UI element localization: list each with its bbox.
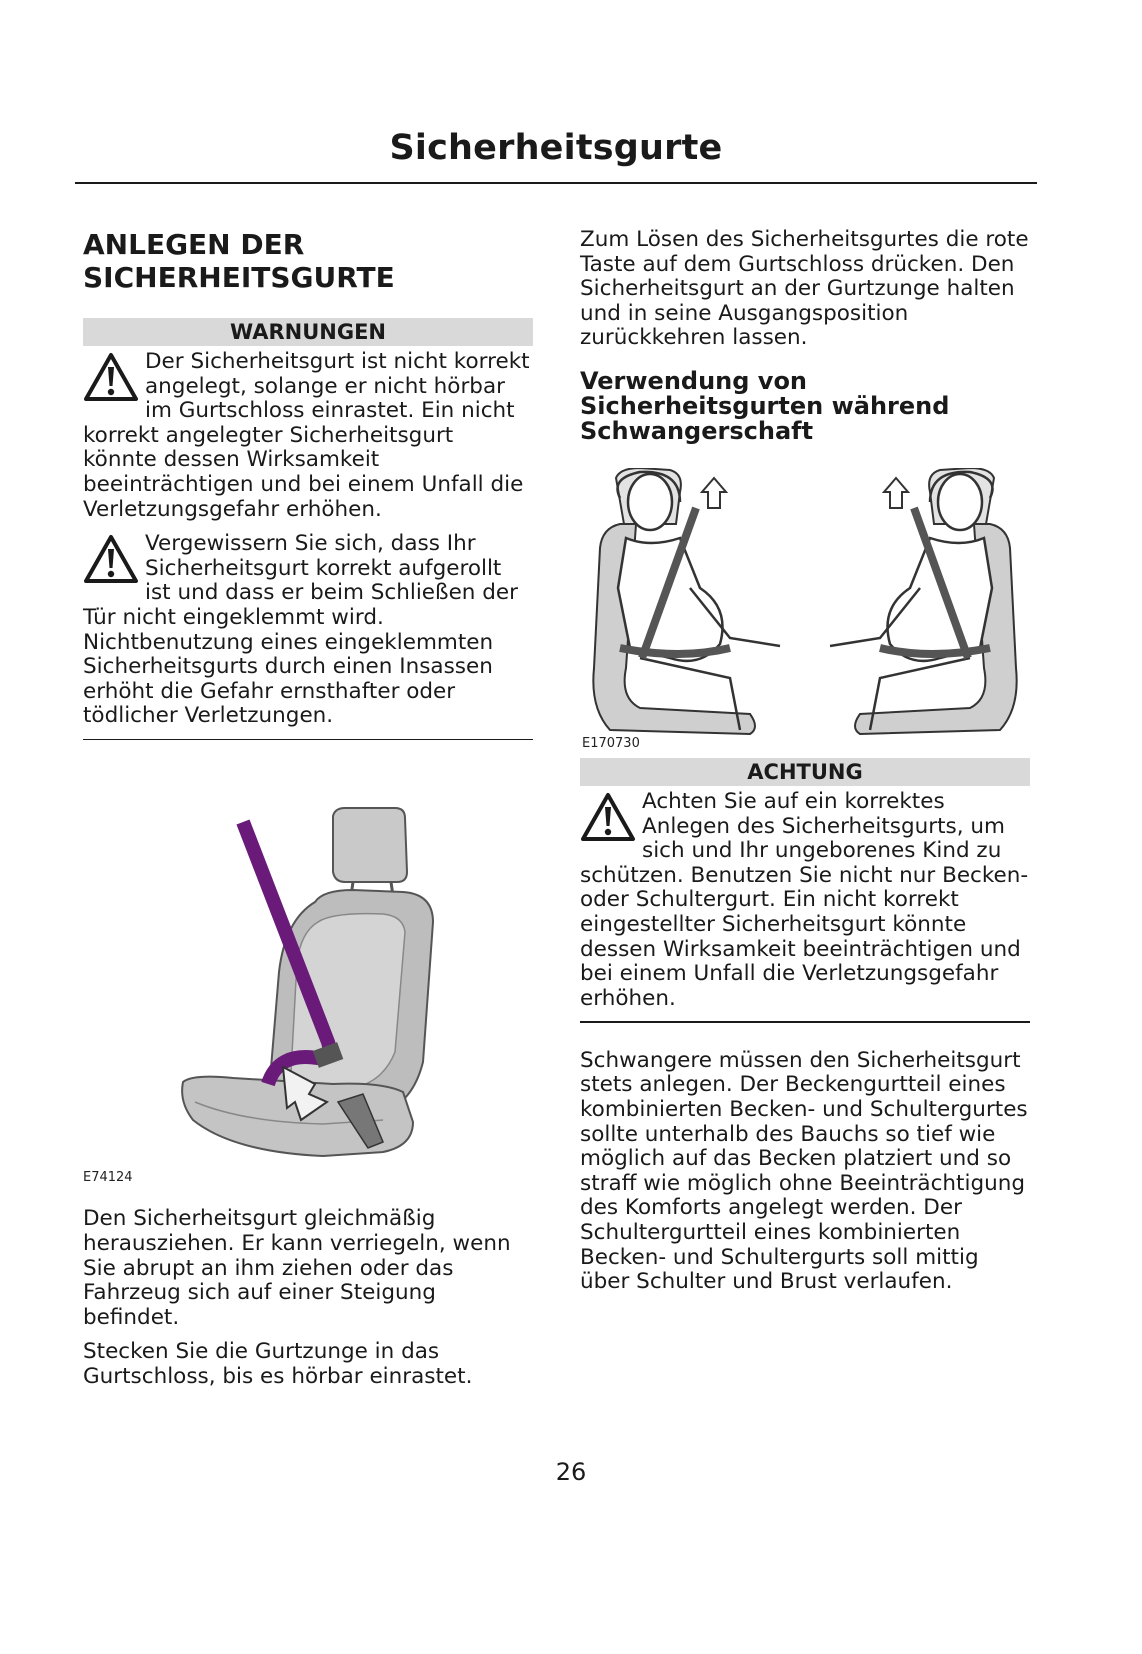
title-divider (75, 182, 1037, 184)
right-column (580, 228, 1030, 1305)
pregnancy-figure (580, 468, 1030, 758)
warnings-title: WARNUNGEN (83, 318, 533, 346)
box-divider (580, 1021, 1030, 1023)
body-paragraph: Schwangere müssen den Sicherheitsgurt stets anlegen. Der Beckengurtteil eines kombinierten Becken- und Schultergurtes sollte unterhalb des Bauchs so tief wie möglich auf das Becken platziert und so straff wie möglich ohne Beeinträchtigung des Komforts angelegt werden. Der Schultergurtteil eines kombinierten Becken- und Schultergurts soll mittig über Schulter und Brust verlaufen. (580, 1047, 1028, 1295)
warning-triangle-icon (580, 792, 636, 844)
subsection-heading: Verwendung von Sicherheitsgurten während Schwangerschaft (580, 366, 950, 445)
left-column (83, 228, 533, 1400)
warning-text: Vergewissern Sie sich, dass Ihr Sicherheitsgurt korrekt aufgerollt ist und dass er beim Schließen der Tür nicht eingeklemmt wird. Nichtbenutzung eines eingeklemmten Sicherheitsgurts durch einen Insassen erhöht die Gefahr ernsthafter oder tödlicher Verletzungen. (83, 531, 518, 729)
caution-box (580, 758, 1030, 1023)
pregnant-passenger-illustration (580, 468, 1030, 738)
caution-title: ACHTUNG (580, 758, 1030, 786)
page-number: 26 (555, 1458, 587, 1486)
section-heading: ANLEGEN DER SICHERHEITSGURTE (83, 228, 395, 294)
warnings-box (83, 318, 533, 740)
intro-paragraph: Zum Lösen des Sicherheitsgurtes die rote Taste auf dem Gurtschloss drücken. Den Sicherheitsgurt an der Gurtzunge halten und in seine Ausgangsposition zurückkehren lassen. (580, 227, 1029, 351)
body-paragraph: Den Sicherheitsgurt gleichmäßig herausziehen. Er kann verriegeln, wenn Sie abrupt an ihm ziehen oder das Fahrzeug sich auf einer Steigung befindet. (83, 1206, 511, 1330)
figure-code: E170730 (582, 735, 640, 751)
seat-illustration (83, 802, 533, 1202)
body-paragraph: Stecken Sie die Gurtzunge in das Gurtschloss, bis es hörbar einrastet. (83, 1339, 473, 1389)
caution-item (580, 790, 1030, 1011)
warning-text: Der Sicherheitsgurt ist nicht korrekt angelegt, solange er nicht hörbar im Gurtschloss einrastet. Ein nicht korrekt angelegter Sicherheitsgurt könnte dessen Wirksamkeit beeinträchtigen und bei einem Unfall die Verletzungsgefahr erhöhen. (83, 349, 530, 522)
warning-triangle-icon (83, 352, 139, 404)
figure-code: E74124 (83, 1170, 133, 1186)
page-title: Sicherheitsgurte (389, 128, 723, 168)
caution-text: Achten Sie auf ein korrektes Anlegen des Sicherheitsgurts, um sich und Ihr ungeborenes Kind zu schützen. Benutzen Sie nicht nur Becken- oder Schultergurt. Ein nicht korrekt eingestellter Sicherheitsgurt könnte dessen Wirksamkeit beeinträchtigen und bei einem Unfall die Verletzungsgefahr erhöhen. (580, 788, 1029, 1011)
warning-item (83, 532, 533, 729)
box-divider (83, 739, 533, 741)
warning-triangle-icon (83, 534, 139, 586)
seat-belt-figure (83, 802, 533, 1207)
warning-item (83, 350, 533, 522)
